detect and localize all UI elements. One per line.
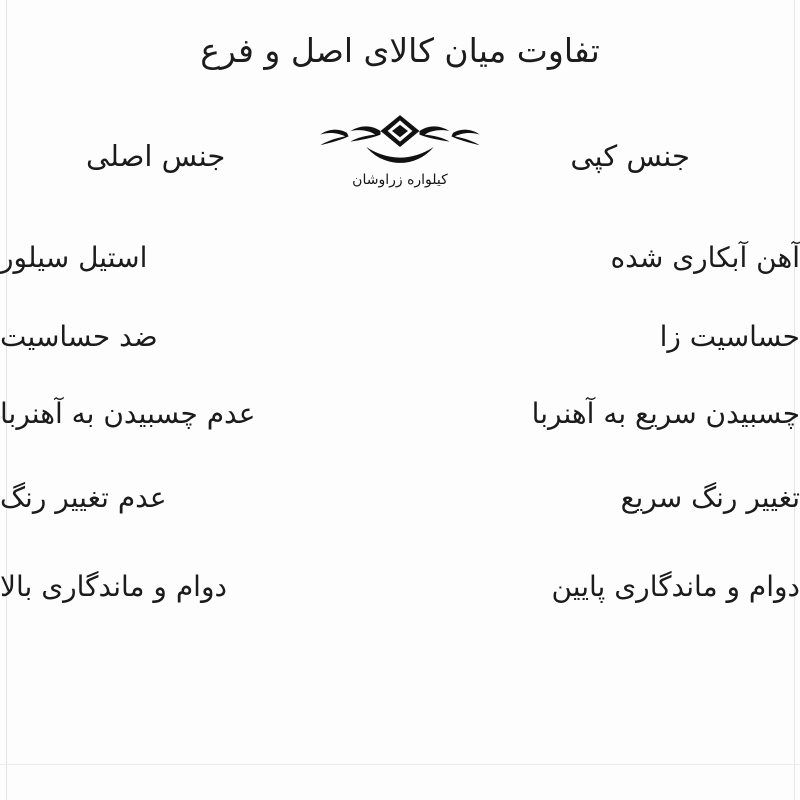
original-column-header: جنس اصلی [86,139,226,174]
copy-value: تغییر رنگ سریع [620,480,800,514]
table-row [0,455,800,541]
table-row [0,301,800,373]
header-cell-copy [400,99,800,215]
original-value: عدم تغییر رنگ [0,480,167,514]
brand-caption: کیلواره زراوشان [352,172,448,188]
comparison-table [0,99,800,633]
cell-original [0,373,400,455]
table-row [0,215,800,301]
table-row [0,373,800,455]
copy-value: دوام و ماندگاری پایین [551,569,800,603]
copy-value: آهن آبکاری شده [610,240,800,274]
cell-copy [400,455,800,541]
table-header-row [0,99,800,215]
cell-copy [400,373,800,455]
copy-value: چسبیدن سریع به آهنربا [531,396,800,430]
header-cell-original [0,99,400,215]
cell-original [0,215,400,301]
cell-original [0,455,400,541]
original-value: ضد حساسیت [0,319,158,353]
cell-copy [400,301,800,373]
cell-copy [400,215,800,301]
copy-value: حساسیت زا [659,319,800,353]
original-value: دوام و ماندگاری بالا [0,569,227,603]
table-row [0,541,800,633]
cell-copy [400,541,800,633]
cell-original [0,541,400,633]
page-title: تفاوت میان کالای اصل و فرع [200,31,600,70]
frame-line-bottom [0,764,800,765]
original-value: عدم چسبیدن به آهنربا [0,396,256,430]
original-value: استیل سیلور [0,240,148,274]
copy-column-header: جنس کپی [570,139,690,174]
cell-original [0,301,400,373]
